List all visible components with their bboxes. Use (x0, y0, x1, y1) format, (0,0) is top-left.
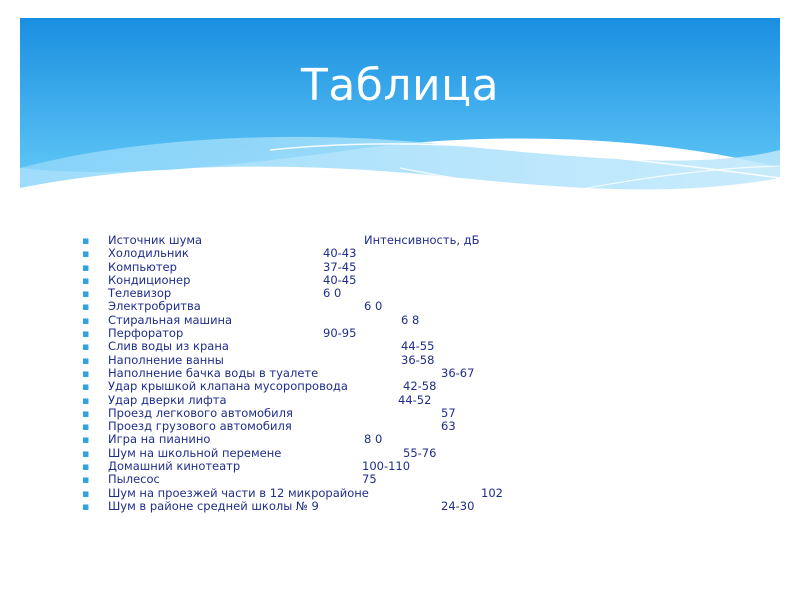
bullet-icon: ▪ (82, 473, 90, 487)
bullet-icon: ▪ (82, 300, 90, 314)
noise-source: Удар крышкой клапана мусоропровода (108, 379, 348, 394)
bullet-icon: ▪ (82, 340, 90, 354)
noise-source: Телевизор (108, 286, 172, 301)
noise-source: Шум в районе средней школы № 9 (108, 498, 319, 513)
list-item (82, 379, 437, 394)
noise-value: 37-45 (323, 259, 357, 274)
list-item (82, 459, 411, 474)
noise-value: 36-58 (401, 352, 435, 367)
noise-value: 42-58 (403, 379, 437, 394)
list-item-header (82, 233, 480, 247)
bullet-icon: ▪ (82, 460, 90, 474)
noise-table-list (82, 233, 503, 513)
list-item (82, 246, 357, 261)
bullet-icon: ▪ (82, 260, 90, 274)
list-item (82, 419, 456, 434)
list-item (82, 299, 383, 314)
bullet-icon: ▪ (82, 393, 90, 407)
noise-value: 6 8 (401, 312, 420, 327)
list-item (82, 352, 435, 367)
list-item (82, 405, 456, 420)
noise-source: Стиральная машина (108, 312, 233, 327)
slide-title: Таблица (300, 60, 500, 111)
list-item (82, 339, 435, 354)
noise-value: 102 (481, 485, 503, 500)
noise-value: 90-95 (323, 326, 357, 341)
noise-source: Перфоратор (108, 326, 184, 341)
bullet-icon: ▪ (82, 327, 90, 341)
list-item (82, 472, 377, 487)
noise-source: Кондиционер (108, 272, 191, 287)
noise-source: Слив воды из крана (108, 339, 229, 354)
bullet-icon: ▪ (82, 499, 90, 513)
bullet-icon: ▪ (82, 406, 90, 420)
bullet-icon: ▪ (82, 247, 90, 261)
noise-value: 8 0 (364, 432, 383, 447)
list-item (82, 259, 357, 274)
noise-source: Холодильник (108, 246, 189, 261)
noise-source: Наполнение ванны (108, 352, 224, 367)
list-item (82, 445, 437, 460)
bullet-icon: ▪ (82, 234, 90, 247)
bullet-icon: ▪ (82, 366, 90, 380)
slide (20, 18, 780, 580)
noise-value: 55-76 (403, 445, 437, 460)
list-item (82, 498, 475, 513)
list-item (82, 485, 503, 500)
noise-source: Пылесос (108, 472, 160, 487)
list-item (82, 432, 383, 447)
noise-source: Удар дверки лифта (108, 392, 227, 407)
bullet-icon: ▪ (82, 313, 90, 327)
bullet-icon: ▪ (82, 433, 90, 447)
noise-source: Шум на школьной перемене (108, 445, 282, 460)
list-item (82, 272, 357, 287)
noise-value: 75 (362, 472, 377, 487)
noise-source: Проезд легкового автомобиля (108, 405, 293, 420)
bullet-icon: ▪ (82, 420, 90, 434)
noise-source: Наполнение бачка воды в туалете (108, 365, 319, 380)
list-item (82, 326, 357, 341)
noise-source: Игра на пианино (108, 432, 211, 447)
bullet-icon: ▪ (82, 353, 90, 367)
noise-value: 40-45 (323, 272, 357, 287)
noise-source: Электробритва (108, 299, 201, 314)
noise-value: 44-52 (398, 392, 432, 407)
noise-source: Компьютер (108, 259, 177, 274)
noise-source: Домашний кинотеатр (108, 459, 241, 474)
bullet-icon: ▪ (82, 287, 90, 301)
noise-value: 57 (441, 405, 456, 420)
list-item (82, 286, 342, 301)
column-header-value: Интенсивность, дБ (364, 233, 480, 247)
list-item (82, 392, 432, 407)
list-item (82, 312, 420, 327)
noise-value: 40-43 (323, 246, 357, 261)
noise-value: 24-30 (441, 498, 475, 513)
bullet-icon: ▪ (82, 486, 90, 500)
noise-value: 63 (441, 419, 456, 434)
noise-value: 6 0 (364, 299, 383, 314)
bullet-icon: ▪ (82, 273, 90, 287)
noise-value: 36-67 (441, 365, 475, 380)
noise-value: 100-110 (362, 459, 411, 474)
noise-value: 44-55 (401, 339, 435, 354)
bullet-icon: ▪ (82, 380, 90, 394)
noise-value: 6 0 (323, 286, 342, 301)
noise-source: Шум на проезжей части в 12 микрорайоне (108, 485, 369, 500)
column-header-source: Источник шума (108, 233, 203, 247)
bullet-icon: ▪ (82, 446, 90, 460)
noise-source: Проезд грузового автомобиля (108, 419, 292, 434)
list-item (82, 365, 475, 380)
header-wave-band (20, 18, 780, 248)
